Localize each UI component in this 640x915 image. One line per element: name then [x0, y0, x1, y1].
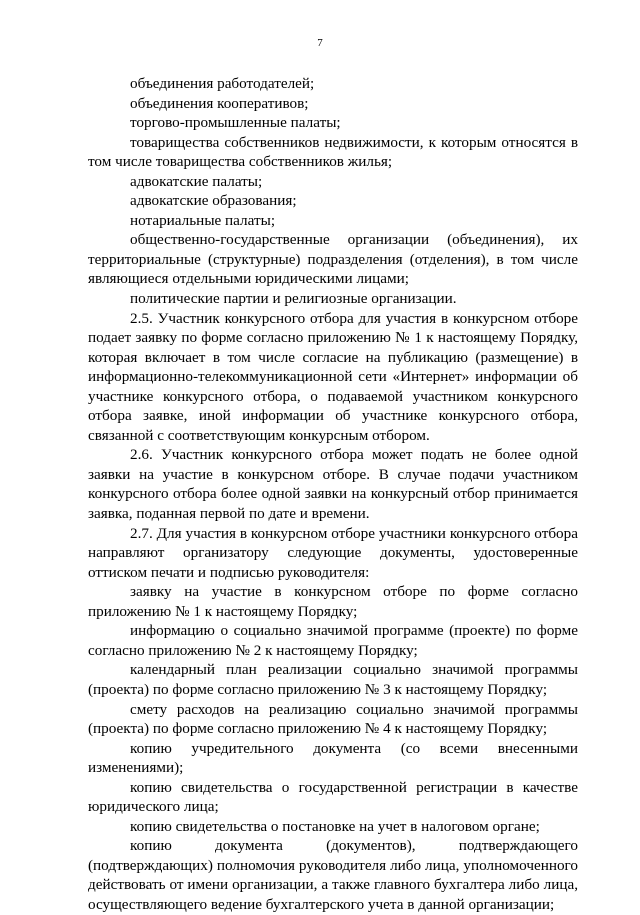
list-item-cost-estimate: смету расходов на реализацию социально значимой программы (проекта) по форме согласно приложению № 4 к настоящему Порядку;	[88, 700, 578, 738]
paragraph-section-2-7: 2.7. Для участия в конкурсном отборе участники конкурсного отбора направляют организатору следующие документы, удостоверенные оттиском печати и подписью руководителя:	[88, 524, 578, 581]
list-item-calendar-plan: календарный план реализации социально значимой программы (проекта) по форме согласно приложению № 3 к настоящему Порядку;	[88, 661, 578, 698]
list-item-founding-document: копию учредительного документа (со всеми внесенными изменениями);	[88, 739, 578, 777]
list-item-application: заявку на участие в конкурсном отборе по форме согласно приложению № 1 к настоящему Порядку;	[88, 583, 578, 620]
paragraph-political-religious-organizations: политические партии и религиозные организации.	[130, 290, 457, 308]
paragraph-bar-chambers: адвокатские палаты;	[130, 172, 263, 190]
list-item-authority-documents: копию документа (документов), подтверждающего (подтверждающих) полномочия руководителя либо лица, уполномоченного действовать от имени организации, а также главного бухгалтера либо лица, осуществляющего ведение бухгалтерского учета в данной организации;	[88, 837, 578, 913]
document-body	[88, 74, 578, 915]
list-item-registration-certificate: копию свидетельства о государственной регистрации в качестве юридического лица;	[88, 778, 578, 816]
page-number: 7	[317, 37, 323, 49]
paragraph-section-2-6: 2.6. Участник конкурсного отбора может подать не более одной заявки на участие в конкурсном отборе. В случае подачи участником конкурсного отбора более одной заявки на конкурсный отбор принимается заявка, поданная первой по дате и времени.	[88, 446, 578, 523]
paragraph-property-owners-associations: товарищества собственников недвижимости, к которым относятся в том числе товарищества собственников жилья;	[88, 133, 578, 171]
paragraph-chambers-of-commerce: торгово-промышленные палаты;	[130, 114, 341, 132]
paragraph-section-2-5: 2.5. Участник конкурсного отбора для участия в конкурсном отборе подает заявку по форме согласно приложению № 1 к настоящему Порядку, которая включает в том числе согласие на публикацию (размещение) в информационно-телекоммуникационной сети «Интернет» информации об участнике конкурсного отбора, о подаваемой участником конкурсного отбора заявке, иной информации об участнике конкурсного отбора, связанной с соответствующим конкурсным отбором.	[88, 309, 578, 444]
paragraph-public-state-organizations: общественно-государственные организации (объединения), их территориальные (структурные) подразделения (отделения), в том числе являющиеся отдельными юридическими лицами;	[88, 231, 578, 288]
list-item-tax-registration-certificate: копию свидетельства о постановке на учет в налоговом органе;	[130, 817, 540, 835]
paragraph-notary-chambers: нотариальные палаты;	[130, 211, 276, 229]
list-item-program-information: информацию о социально значимой программе (проекте) по форме согласно приложению № 2 к настоящему Порядку;	[88, 622, 578, 659]
paragraph-employers-associations: объединения работодателей;	[130, 75, 315, 92]
paragraph-bar-formations: адвокатские образования;	[130, 192, 297, 210]
paragraph-cooperatives-associations: объединения кооперативов;	[130, 94, 309, 112]
